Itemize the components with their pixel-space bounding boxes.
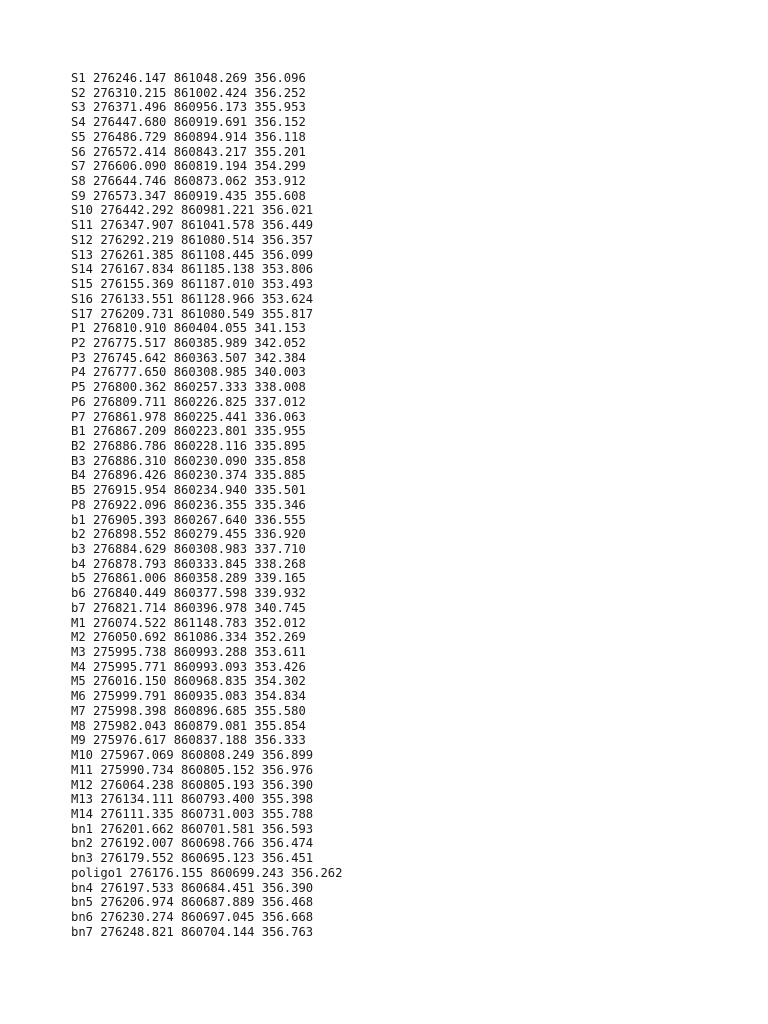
coordinate-line: bn6 276230.274 860697.045 356.668 <box>71 909 314 924</box>
coordinate-line: P8 276922.096 860236.355 335.346 <box>71 497 306 512</box>
coordinate-line: M1 276074.522 861148.783 352.012 <box>71 615 306 630</box>
coordinate-line: M9 275976.617 860837.188 356.333 <box>71 733 306 748</box>
coordinate-line: S9 276573.347 860919.435 355.608 <box>71 188 306 203</box>
coordinate-line: P1 276810.910 860404.055 341.153 <box>71 321 306 336</box>
coordinate-line: P6 276809.711 860226.825 337.012 <box>71 394 306 409</box>
coordinate-line: M4 275995.771 860993.093 353.426 <box>71 659 306 674</box>
coordinate-line: bn7 276248.821 860704.144 356.763 <box>71 924 314 939</box>
coordinate-line: b4 276878.793 860333.845 338.268 <box>71 556 306 571</box>
coordinate-line: bn3 276179.552 860695.123 356.451 <box>71 851 314 866</box>
coordinate-line: S12 276292.219 861080.514 356.357 <box>71 232 314 247</box>
coordinate-line: b3 276884.629 860308.983 337.710 <box>71 542 306 556</box>
coordinate-line: b2 276898.552 860279.455 336.920 <box>71 527 306 542</box>
coordinate-line: B5 276915.954 860234.940 335.501 <box>71 483 306 498</box>
coordinate-line: S13 276261.385 861108.445 356.099 <box>71 247 314 262</box>
coordinate-line: S3 276371.496 860956.173 355.953 <box>71 100 306 115</box>
coordinate-line: B3 276886.310 860230.090 335.858 <box>71 453 306 468</box>
coordinate-line: M12 276064.238 860805.193 356.390 <box>71 777 314 792</box>
coordinate-line: M7 275998.398 860896.685 355.580 <box>71 703 306 718</box>
coordinate-line: B2 276886.786 860228.116 335.895 <box>71 438 306 453</box>
coordinate-line: S5 276486.729 860894.914 356.118 <box>71 129 306 144</box>
coordinate-line: M14 276111.335 860731.003 355.788 <box>71 806 314 821</box>
coordinate-line: S17 276209.731 861080.549 355.817 <box>71 306 314 321</box>
coordinate-line: P5 276800.362 860257.333 338.008 <box>71 380 306 395</box>
coordinate-line: bn2 276192.007 860698.766 356.474 <box>71 836 314 851</box>
coordinate-line: bn5 276206.974 860687.889 356.468 <box>71 895 314 910</box>
coordinate-line: bn4 276197.533 860684.451 356.390 <box>71 880 314 895</box>
coordinate-line: P4 276777.650 860308.985 340.003 <box>71 365 306 380</box>
coordinate-line: b6 276840.449 860377.598 339.932 <box>71 586 306 601</box>
coordinate-line: M2 276050.692 861086.334 352.269 <box>71 630 306 645</box>
coordinate-line: M10 275967.069 860808.249 356.899 <box>71 748 314 763</box>
coordinate-line: B1 276867.209 860223.801 335.955 <box>71 424 306 439</box>
coordinate-line: S14 276167.834 861185.138 353.806 <box>71 262 314 277</box>
coordinate-line: P7 276861.978 860225.441 336.063 <box>71 409 306 424</box>
coordinate-line: S15 276155.369 861187.010 353.493 <box>71 277 314 292</box>
coordinate-line: b5 276861.006 860358.289 339.165 <box>71 571 306 586</box>
coordinate-line: M5 276016.150 860968.835 354.302 <box>71 674 306 689</box>
coordinate-line: M11 275990.734 860805.152 356.976 <box>71 762 314 777</box>
coordinate-line: S7 276606.090 860819.194 354.299 <box>71 159 306 174</box>
coordinate-line: poligo1 276176.155 860699.243 356.262 <box>71 865 343 880</box>
coordinate-line: P2 276775.517 860385.989 342.052 <box>71 335 306 350</box>
coordinate-line: S6 276572.414 860843.217 355.201 <box>71 144 306 159</box>
coordinate-line: P3 276745.642 860363.507 342.384 <box>71 350 306 365</box>
coordinate-line: M13 276134.111 860793.400 355.398 <box>71 792 314 807</box>
coordinate-line: S10 276442.292 860981.221 356.021 <box>71 203 314 218</box>
coordinate-line: M3 275995.738 860993.288 353.611 <box>71 645 306 660</box>
coordinate-line: bn1 276201.662 860701.581 356.593 <box>71 821 314 836</box>
coordinate-line: S16 276133.551 861128.966 353.624 <box>71 291 314 306</box>
coordinate-line: M8 275982.043 860879.081 355.854 <box>71 718 306 733</box>
coordinate-line: S11 276347.907 861041.578 356.449 <box>71 218 314 233</box>
coordinate-list <box>71 71 343 939</box>
coordinate-line: S1 276246.147 861048.269 356.096 <box>71 71 306 85</box>
coordinate-line: S2 276310.215 861002.424 356.252 <box>71 85 306 100</box>
coordinate-line: b1 276905.393 860267.640 336.555 <box>71 512 306 527</box>
coordinate-line: S4 276447.680 860919.691 356.152 <box>71 115 306 130</box>
coordinate-line: B4 276896.426 860230.374 335.885 <box>71 468 306 483</box>
coordinate-line: M6 275999.791 860935.083 354.834 <box>71 689 306 704</box>
coordinate-line: S8 276644.746 860873.062 353.912 <box>71 174 306 189</box>
coordinate-line: b7 276821.714 860396.978 340.745 <box>71 600 306 615</box>
